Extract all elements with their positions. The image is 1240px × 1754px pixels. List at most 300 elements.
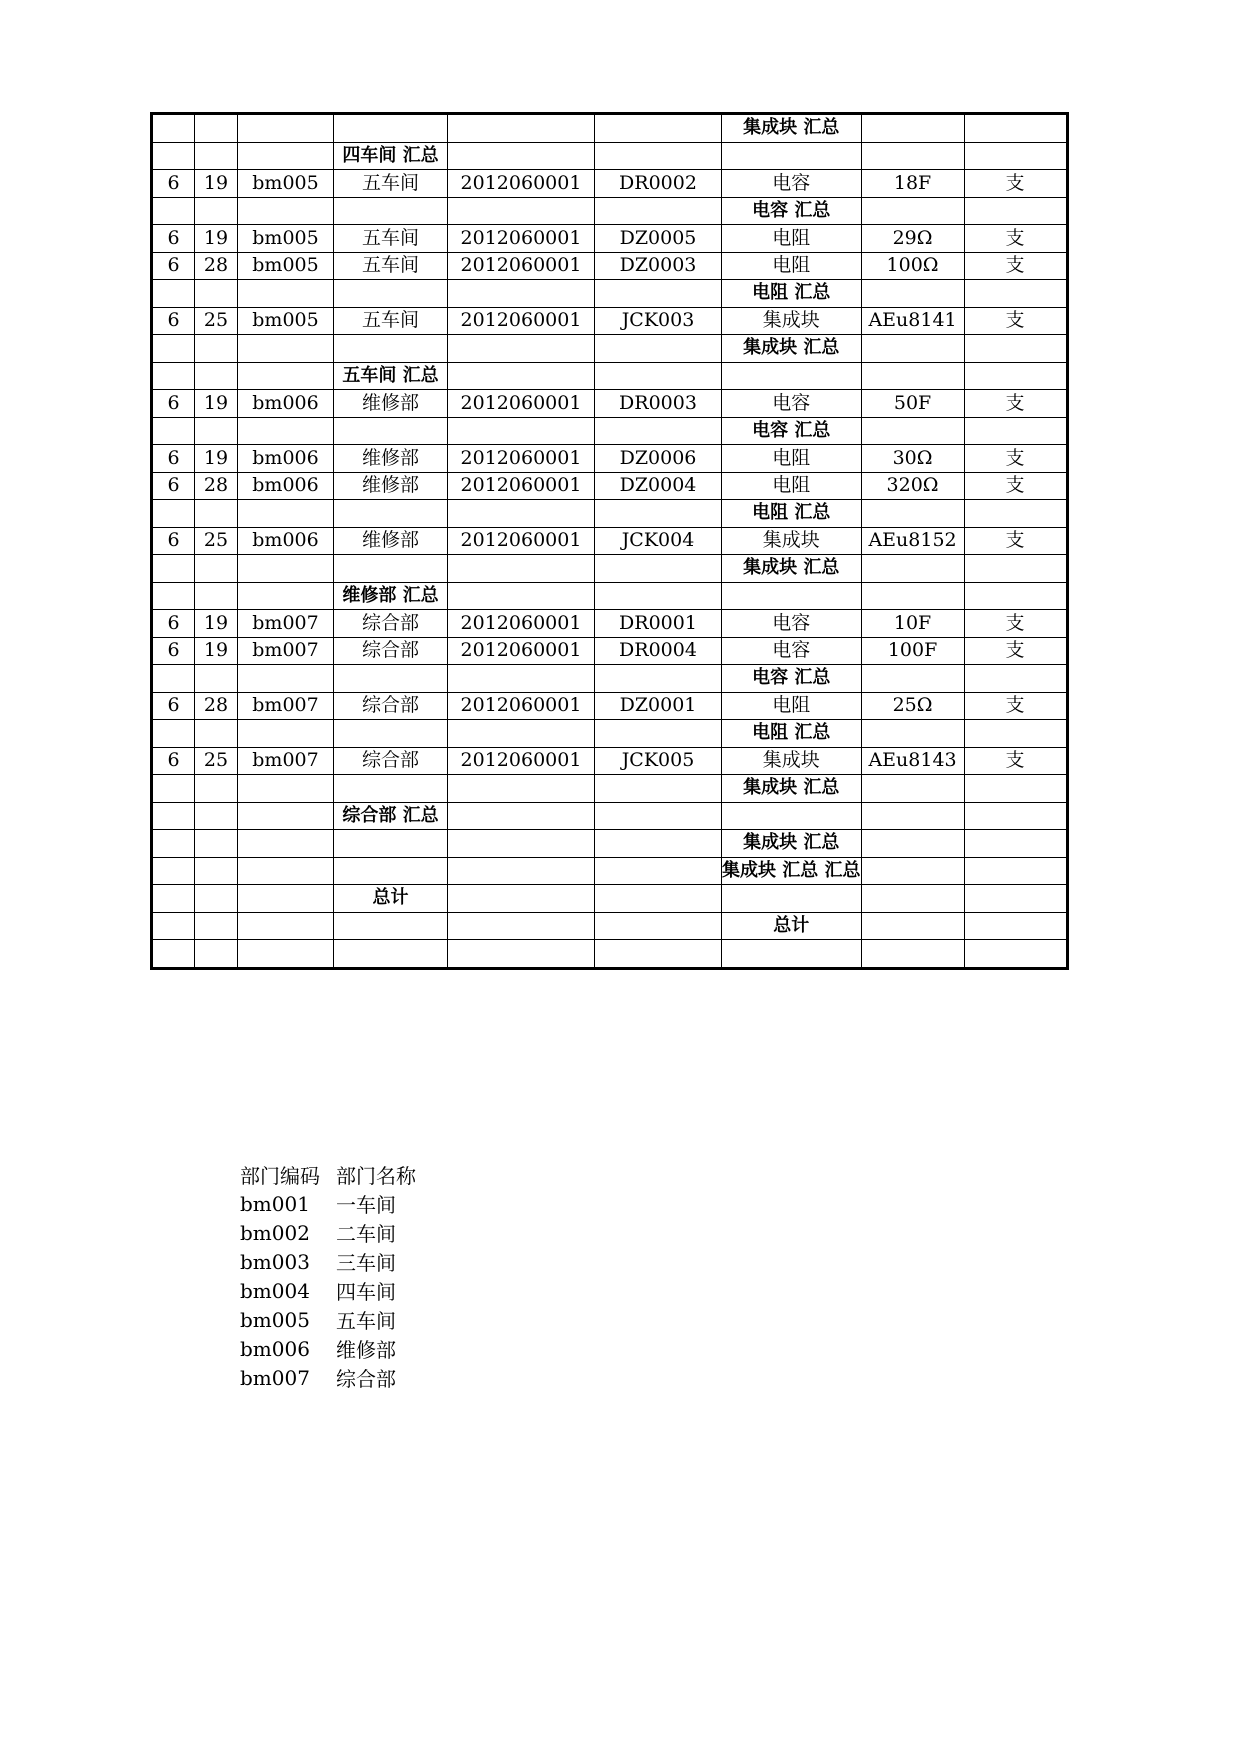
- table-cell: [195, 912, 238, 940]
- table-cell: 五车间: [334, 225, 448, 253]
- table-row: [152, 252, 1068, 280]
- table-cell: [448, 417, 595, 445]
- table-cell: [595, 582, 722, 610]
- table-cell: [964, 555, 1067, 583]
- table-cell: [238, 857, 334, 885]
- table-cell: [861, 555, 964, 583]
- table-cell: bm005: [238, 307, 334, 335]
- table-cell: 6: [152, 170, 195, 198]
- table-cell: 6: [152, 390, 195, 418]
- table-cell: [595, 280, 722, 308]
- table-cell: 维修部: [334, 390, 448, 418]
- dept-list-item: [240, 1305, 416, 1334]
- table-cell: 电容: [722, 610, 862, 638]
- table-cell: [448, 912, 595, 940]
- table-cell: [964, 280, 1067, 308]
- table-cell: 50F: [861, 390, 964, 418]
- table-cell: 五车间: [334, 252, 448, 280]
- table-cell: [964, 857, 1067, 885]
- table-cell: 6: [152, 307, 195, 335]
- table-cell: [334, 665, 448, 693]
- table-cell: DZ0003: [595, 252, 722, 280]
- table-cell: [595, 857, 722, 885]
- table-cell: 320Ω: [861, 472, 964, 500]
- dept-name: 一车间: [336, 1193, 396, 1217]
- table-cell: [448, 555, 595, 583]
- table-cell: JCK004: [595, 527, 722, 555]
- table-row: [152, 527, 1068, 555]
- table-cell: [238, 912, 334, 940]
- table-cell: 电阻: [722, 472, 862, 500]
- table-cell: [448, 500, 595, 528]
- table-cell: [595, 197, 722, 225]
- table-cell: [334, 857, 448, 885]
- table-cell: [722, 362, 862, 390]
- table-cell: [334, 335, 448, 363]
- table-cell: 6: [152, 472, 195, 500]
- dept-name-header: 部门名称: [336, 1164, 416, 1188]
- subtotal-label: 集成块 汇总 汇总: [722, 857, 862, 885]
- subtotal-label: 集成块 汇总: [722, 335, 862, 363]
- table-cell: [595, 555, 722, 583]
- table-cell: 支: [964, 170, 1067, 198]
- table-cell: [238, 335, 334, 363]
- table-cell: 2012060001: [448, 170, 595, 198]
- table-cell: 28: [195, 692, 238, 720]
- table-cell: 维修部: [334, 445, 448, 473]
- dept-name: 综合部: [336, 1367, 396, 1391]
- table-cell: [448, 775, 595, 803]
- subtotal-label: 集成块 汇总: [722, 830, 862, 858]
- dept-code: bm003: [240, 1249, 310, 1274]
- table-cell: 电容: [722, 637, 862, 665]
- table-cell: JCK005: [595, 747, 722, 775]
- table-cell: 100F: [861, 637, 964, 665]
- table-cell: 支: [964, 252, 1067, 280]
- table-cell: [861, 142, 964, 170]
- table-cell: 28: [195, 252, 238, 280]
- table-cell: [238, 830, 334, 858]
- table-cell: [722, 885, 862, 913]
- table-cell: DR0002: [595, 170, 722, 198]
- table-cell: [238, 885, 334, 913]
- table-cell: 电阻: [722, 692, 862, 720]
- table-cell: 10F: [861, 610, 964, 638]
- table-cell: AEu8143: [861, 747, 964, 775]
- table-cell: [334, 720, 448, 748]
- table-row: [152, 747, 1068, 775]
- table-cell: 2012060001: [448, 225, 595, 253]
- table-cell: 支: [964, 472, 1067, 500]
- table-cell: bm005: [238, 170, 334, 198]
- table-cell: [448, 197, 595, 225]
- dept-list-item: [240, 1247, 416, 1276]
- subtotal-row: [152, 830, 1068, 858]
- table-cell: [238, 280, 334, 308]
- table-cell: bm005: [238, 252, 334, 280]
- table-cell: [152, 114, 195, 143]
- table-cell: 维修部: [334, 472, 448, 500]
- table-cell: [448, 940, 595, 969]
- dept-list-item: [240, 1218, 416, 1247]
- table-cell: [448, 114, 595, 143]
- table-cell: 2012060001: [448, 307, 595, 335]
- table-cell: 2012060001: [448, 747, 595, 775]
- table-cell: 6: [152, 637, 195, 665]
- table-cell: [152, 142, 195, 170]
- table-cell: [861, 197, 964, 225]
- table-cell: [152, 665, 195, 693]
- dept-name: 五车间: [336, 1309, 396, 1333]
- table-cell: [595, 720, 722, 748]
- table-cell: [595, 940, 722, 969]
- table-cell: [152, 720, 195, 748]
- table-cell: 支: [964, 610, 1067, 638]
- table-cell: 维修部: [334, 527, 448, 555]
- dept-list-item: [240, 1363, 416, 1392]
- subtotal-row: [152, 114, 1068, 143]
- table-cell: 6: [152, 527, 195, 555]
- table-cell: AEu8152: [861, 527, 964, 555]
- table-cell: [195, 280, 238, 308]
- table-cell: [195, 885, 238, 913]
- dept-list-header: [240, 1160, 416, 1189]
- table-cell: [448, 857, 595, 885]
- table-cell: 支: [964, 637, 1067, 665]
- table-cell: [595, 775, 722, 803]
- table-cell: [595, 885, 722, 913]
- table-row: [152, 692, 1068, 720]
- table-cell: [861, 500, 964, 528]
- table-cell: [964, 940, 1067, 969]
- table-cell: [238, 582, 334, 610]
- table-cell: bm006: [238, 472, 334, 500]
- subtotal-label: 电阻 汇总: [722, 500, 862, 528]
- empty-row: [152, 940, 1068, 969]
- table-cell: [861, 280, 964, 308]
- subtotal-row: [152, 720, 1068, 748]
- table-row: [152, 170, 1068, 198]
- subtotal-label: 集成块 汇总: [722, 775, 862, 803]
- subtotal-row: [152, 582, 1068, 610]
- table-cell: [195, 362, 238, 390]
- table-cell: 集成块: [722, 307, 862, 335]
- table-cell: [964, 362, 1067, 390]
- subtotal-row: [152, 885, 1068, 913]
- table-cell: [238, 665, 334, 693]
- table-cell: [595, 362, 722, 390]
- table-cell: [152, 197, 195, 225]
- table-cell: [195, 775, 238, 803]
- table-cell: [722, 802, 862, 830]
- table-cell: DR0004: [595, 637, 722, 665]
- subtotal-label: 五车间 汇总: [334, 362, 448, 390]
- table-cell: 6: [152, 252, 195, 280]
- table-cell: 19: [195, 225, 238, 253]
- table-cell: [861, 830, 964, 858]
- table-cell: 综合部: [334, 747, 448, 775]
- table-row: [152, 472, 1068, 500]
- table-cell: [861, 940, 964, 969]
- table-cell: [861, 114, 964, 143]
- table-cell: [448, 720, 595, 748]
- table-cell: [238, 775, 334, 803]
- table-cell: [334, 197, 448, 225]
- table-cell: [964, 417, 1067, 445]
- table-cell: [334, 500, 448, 528]
- subtotal-label: 电容 汇总: [722, 197, 862, 225]
- table-cell: 支: [964, 527, 1067, 555]
- table-cell: [964, 197, 1067, 225]
- table-cell: 综合部: [334, 637, 448, 665]
- table-cell: [448, 885, 595, 913]
- table-row: [152, 610, 1068, 638]
- table-cell: bm005: [238, 225, 334, 253]
- subtotal-label: 维修部 汇总: [334, 582, 448, 610]
- table-cell: [152, 857, 195, 885]
- table-row: [152, 637, 1068, 665]
- table-cell: 支: [964, 225, 1067, 253]
- table-cell: 30Ω: [861, 445, 964, 473]
- department-code-list: [240, 1160, 416, 1392]
- table-cell: [195, 555, 238, 583]
- table-cell: DZ0001: [595, 692, 722, 720]
- table-cell: 25Ω: [861, 692, 964, 720]
- dept-code: bm004: [240, 1278, 310, 1303]
- table-cell: [152, 940, 195, 969]
- table-cell: [964, 114, 1067, 143]
- subtotal-row: [152, 912, 1068, 940]
- table-cell: [195, 114, 238, 143]
- table-cell: [861, 912, 964, 940]
- table-cell: [334, 280, 448, 308]
- dept-code: bm001: [240, 1191, 310, 1216]
- subtotal-row: [152, 417, 1068, 445]
- table-cell: [334, 555, 448, 583]
- dept-code: bm005: [240, 1307, 310, 1332]
- table-cell: [595, 500, 722, 528]
- table-cell: 电容: [722, 170, 862, 198]
- table-cell: 支: [964, 307, 1067, 335]
- table-cell: [595, 142, 722, 170]
- table-cell: [964, 775, 1067, 803]
- table-cell: [238, 197, 334, 225]
- table-cell: [334, 417, 448, 445]
- table-cell: [195, 802, 238, 830]
- table-cell: [152, 500, 195, 528]
- table-cell: 6: [152, 747, 195, 775]
- table-cell: 25: [195, 527, 238, 555]
- table-cell: [448, 362, 595, 390]
- table-cell: 2012060001: [448, 637, 595, 665]
- table-cell: [152, 830, 195, 858]
- table-cell: 2012060001: [448, 692, 595, 720]
- table-cell: [195, 720, 238, 748]
- table-cell: [595, 912, 722, 940]
- table-cell: 25: [195, 747, 238, 775]
- dept-name: 三车间: [336, 1251, 396, 1275]
- subtotal-label: 电容 汇总: [722, 665, 862, 693]
- table-cell: [861, 417, 964, 445]
- table-cell: 电容: [722, 390, 862, 418]
- subtotal-label: 四车间 汇总: [334, 142, 448, 170]
- table-cell: [722, 940, 862, 969]
- table-row: [152, 307, 1068, 335]
- table-cell: [238, 114, 334, 143]
- subtotal-label: 综合部 汇总: [334, 802, 448, 830]
- table-cell: 电阻: [722, 445, 862, 473]
- table-cell: [195, 857, 238, 885]
- table-cell: [195, 582, 238, 610]
- table-cell: bm007: [238, 747, 334, 775]
- table-cell: [195, 197, 238, 225]
- subtotal-label: 总计: [722, 912, 862, 940]
- dept-code: bm006: [240, 1336, 310, 1361]
- subtotal-row: [152, 197, 1068, 225]
- dept-name: 二车间: [336, 1222, 396, 1246]
- table-cell: [861, 582, 964, 610]
- table-cell: 2012060001: [448, 252, 595, 280]
- table-cell: [861, 720, 964, 748]
- dept-name: 维修部: [336, 1338, 396, 1362]
- table-cell: [334, 114, 448, 143]
- table-cell: [195, 417, 238, 445]
- table-cell: 支: [964, 390, 1067, 418]
- subtotal-row: [152, 665, 1068, 693]
- dept-list-item: [240, 1276, 416, 1305]
- table-cell: bm007: [238, 610, 334, 638]
- table-cell: 28: [195, 472, 238, 500]
- table-cell: [448, 142, 595, 170]
- table-cell: DZ0006: [595, 445, 722, 473]
- table-cell: DR0003: [595, 390, 722, 418]
- table-cell: [195, 500, 238, 528]
- table-cell: bm006: [238, 445, 334, 473]
- table-cell: [595, 417, 722, 445]
- table-cell: [152, 280, 195, 308]
- table-cell: 综合部: [334, 610, 448, 638]
- table-cell: [964, 720, 1067, 748]
- table-cell: 电阻: [722, 252, 862, 280]
- table-cell: [195, 142, 238, 170]
- table-cell: [861, 775, 964, 803]
- subtotal-label: 集成块 汇总: [722, 555, 862, 583]
- table-cell: [152, 802, 195, 830]
- subtotal-row: [152, 142, 1068, 170]
- table-cell: 19: [195, 637, 238, 665]
- table-cell: 2012060001: [448, 527, 595, 555]
- table-cell: 19: [195, 390, 238, 418]
- table-cell: [595, 335, 722, 363]
- table-cell: [722, 142, 862, 170]
- table-cell: [334, 940, 448, 969]
- table-cell: [238, 500, 334, 528]
- table-cell: [722, 582, 862, 610]
- dept-list-item: [240, 1189, 416, 1218]
- table-cell: [964, 665, 1067, 693]
- table-cell: [195, 335, 238, 363]
- table-cell: [861, 802, 964, 830]
- table-row: [152, 390, 1068, 418]
- table-cell: [595, 802, 722, 830]
- table-cell: 2012060001: [448, 390, 595, 418]
- subtotal-row: [152, 802, 1068, 830]
- table-cell: [152, 885, 195, 913]
- table-cell: [861, 665, 964, 693]
- table-cell: [238, 362, 334, 390]
- subtotal-row: [152, 335, 1068, 363]
- subtotal-label: 电阻 汇总: [722, 720, 862, 748]
- table-cell: 综合部: [334, 692, 448, 720]
- table-cell: 支: [964, 445, 1067, 473]
- table-cell: 6: [152, 692, 195, 720]
- table-cell: [964, 912, 1067, 940]
- table-cell: [152, 582, 195, 610]
- table-cell: 五车间: [334, 307, 448, 335]
- table-cell: [238, 940, 334, 969]
- dept-list-item: [240, 1334, 416, 1363]
- table-cell: bm007: [238, 692, 334, 720]
- subtotal-label: 电阻 汇总: [722, 280, 862, 308]
- table-cell: 2012060001: [448, 445, 595, 473]
- table-cell: [152, 362, 195, 390]
- table-row: [152, 445, 1068, 473]
- table-cell: DZ0004: [595, 472, 722, 500]
- table-cell: DZ0005: [595, 225, 722, 253]
- table-cell: 2012060001: [448, 610, 595, 638]
- table-cell: [238, 417, 334, 445]
- table-cell: [964, 885, 1067, 913]
- table-cell: 6: [152, 610, 195, 638]
- table-cell: [861, 362, 964, 390]
- table-cell: [152, 335, 195, 363]
- table-cell: JCK003: [595, 307, 722, 335]
- table-cell: [595, 830, 722, 858]
- subtotal-row: [152, 362, 1068, 390]
- table-cell: AEu8141: [861, 307, 964, 335]
- subtotal-label: 电容 汇总: [722, 417, 862, 445]
- table-cell: [152, 417, 195, 445]
- subtotal-row: [152, 280, 1068, 308]
- table-cell: [964, 335, 1067, 363]
- table-cell: [238, 555, 334, 583]
- table-cell: [334, 775, 448, 803]
- table-cell: 2012060001: [448, 472, 595, 500]
- table-cell: 25: [195, 307, 238, 335]
- table-cell: [238, 802, 334, 830]
- subtotal-label: 总计: [334, 885, 448, 913]
- table-cell: [964, 802, 1067, 830]
- subtotal-label: 集成块 汇总: [722, 114, 862, 143]
- table-cell: 19: [195, 610, 238, 638]
- table-cell: [861, 335, 964, 363]
- table-cell: [448, 280, 595, 308]
- subtotal-row: [152, 775, 1068, 803]
- dept-name: 四车间: [336, 1280, 396, 1304]
- table-cell: [334, 830, 448, 858]
- dept-code: bm002: [240, 1220, 310, 1245]
- table-cell: [448, 335, 595, 363]
- table-cell: [448, 582, 595, 610]
- table-cell: 29Ω: [861, 225, 964, 253]
- dept-code-header: 部门编码: [240, 1164, 320, 1188]
- table-cell: [238, 142, 334, 170]
- table-cell: 6: [152, 445, 195, 473]
- table-cell: 集成块: [722, 527, 862, 555]
- table-cell: 支: [964, 747, 1067, 775]
- inventory-summary-table: [150, 112, 1069, 970]
- table-cell: [861, 857, 964, 885]
